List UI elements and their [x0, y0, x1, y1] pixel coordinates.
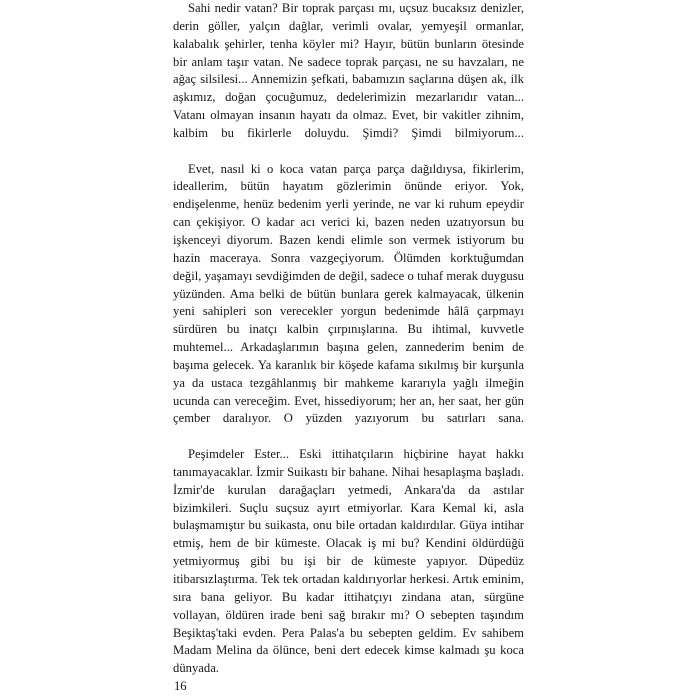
page-number: 16 [174, 679, 187, 693]
body-paragraph: Sahi nedir vatan? Bir toprak parçası mı, uçsuz bucaksız denizler, derin göller, yalçın dağlar, verimli ovalar, yemyeşil ormanlar, kalabalık şehirler, tenha köyler mi? Hayır, bütün bunların ötesinde bir anlam taşır vatan. Ne sadece toprak parçası, ne su havzaları, ne ağaç silsilesi... Annemizin şefkati, babamızın saçlarına düşen ak, ilk aşkımız, doğan çocuğumuz, dedelerimizin mezarlarıdır vatan... Vatanı olmayan insanın hayatı da olmaz. Evet, bir vakitler zihnim, kalbim bu fikirlerle doluydu. Şimdi? Şimdi bilmiyorum... [173, 1, 524, 140]
body-paragraph: Evet, nasıl ki o koca vatan parça parça dağıldıysa, fikirlerim, ideallerim, bütün hayatım gözlerimin önünde eriyor. Yok, endişelenme, henüz bedenim yerli yerinde, ne var ki ruhum epeydir can çekişiyor. O kadar acı verici ki, bazen neden uzatıyorsun bu işkenceyi diyorum. Bazen kendi elimle son vermek istiyorum bu hazin maceraya. Sonra vazgeçiyorum. Ölümden korktuğumdan değil, yaşamayı sevdiğimden de değil, sadece o tuhaf merak duygusu yüzünden. Ama belki de bütün bunlara gerek kalmayacak, ülkenin yeni sahipleri son verecekler yorgun bedenimde hâlâ çarpmayı sürdüren bu inatçı kalbin çırpınışlarına. Bu ihtimal, kuvvetle muhtemel... Arkadaşlarımın başına gelen, zannederim benim de başıma gelecek. Ya karanlık bir köşede kafama sıkılmış bir kurşunla ya da ustaca tezgâhlanmış bir mahkeme kararıyla yağlı ilmeğin ucunda can vereceğim. Evet, hissediyorum; her an, her saat, her gün çember daralıyor. O yüzden yazıyorum bu satırları sana. [173, 161, 524, 426]
body-paragraph: Peşimdeler Ester... Eski ittihatçıların hiçbirine hayat hakkı tanımayacaklar. İzmir Suikastı bir bahane. Nihai hesaplaşma başladı. İzmir'de kurulan darağaçları yetmedi, Ankara'da da astılar bizimkileri. Suçlu suçsuz ayırt etmiyorlar. Kara Kemal ki, asla bulaşmamıştır bu suikasta, onu bile ortadan kaldırdılar. Güya intihar etmiş, hem de bir kümeste. Olacak iş mi bu? Kendini öldürdüğü yetmiyormuş gibi bu işi bir de kümeste yapıyor. Düpedüz itibarsızlaştırma. Tek tek ortadan kaldırıyorlar herkesi. Artık eminim, sıra bana geliyor. Bu kadar ittihatçıyı zindana atan, sürgüne vollayan, öldüren irade beni sağ bırakır mı? O sebepten taşındım Beşiktaş'taki evden. Pera Palas'a bu sebepten geldim. Ev sahibem Madam Melina da ölünce, beni dert edecek kimse kalmadı şu koca dünyada. [173, 447, 524, 676]
page-text-column [173, 0, 524, 678]
